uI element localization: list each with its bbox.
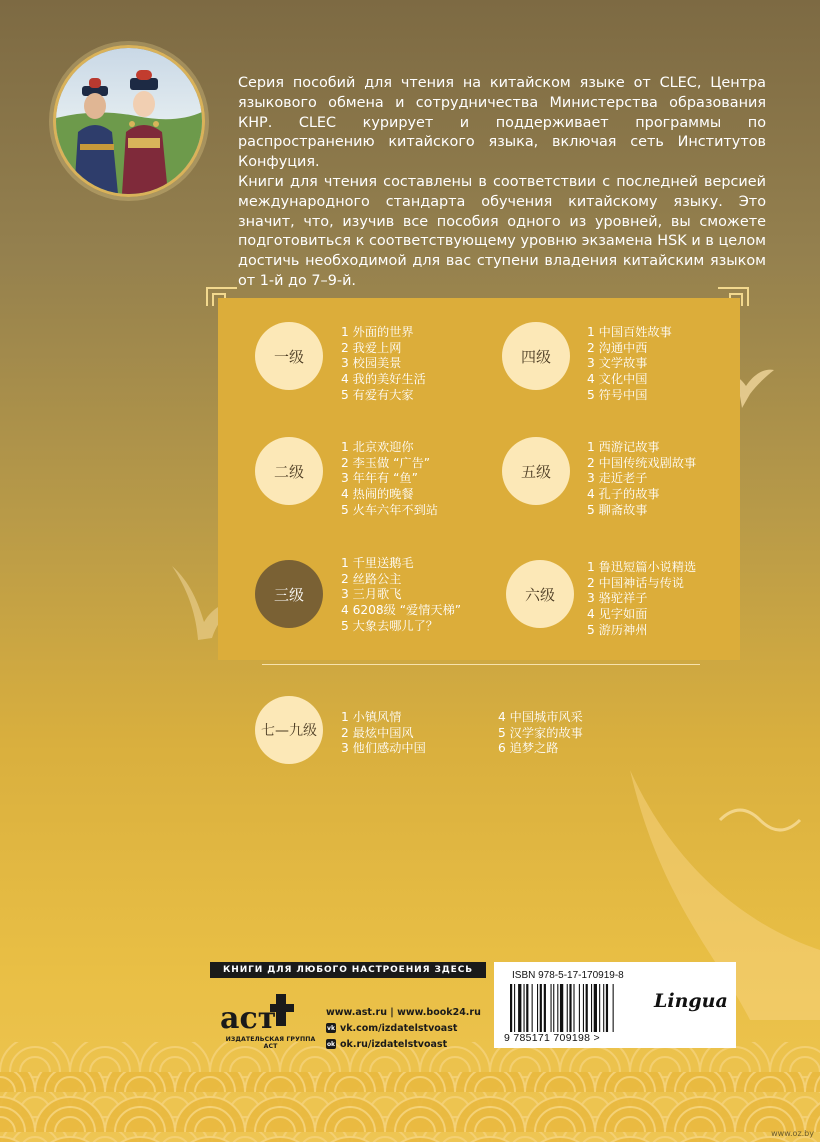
description-paragraph: Книги для чтения составлены в соответствии с последней версией международного стандарта обучения китайскому языку. Это значит, что, изучив все пособия одного из уровней, вы сможете подготовиться к соответствующему уровню экзамена HSK и в целом достичь необходимой для вас ступени владения китайским языком от 1-й до 7–9-й. [238,173,766,289]
book-title: 3 文学故事 [587,356,648,371]
level-badge: 七—九级 [255,696,323,764]
book-title: 5 有爱有大家 [341,387,414,402]
book-title: 5 大象去哪儿了？ [341,618,438,633]
book-title: 4 我的美好生活 [341,372,426,387]
book-title: 5 聊斋故事 [587,502,648,517]
book-title: 5 符号中国 [587,387,648,402]
lingua-logo: Lingua [654,990,728,1012]
book-title: 4 见字如面 [587,607,648,622]
book-title: 3 他们感动中国 [341,741,426,756]
section-divider [262,664,700,665]
publisher-links [326,1005,481,1053]
description-paragraph: Серия пособий для чтения на китайском языке от CLEC, Центра языкового обмена и сотрудничества Министерства образования КНР. CLEC курирует и поддерживает программы по распространению китайского языка, включая сеть Институтов Конфуция. [238,75,766,171]
ok-text: ok.ru/izdatelstvoast [340,1038,448,1050]
book-title: 3 走近老子 [587,471,648,486]
website-text: www.ast.ru | www.book24.ru [326,1006,481,1018]
book-title: 1 小镇风情 [341,710,402,724]
ok-icon: ok [326,1040,336,1048]
couple-photo [53,45,205,197]
level-book-list [587,440,696,519]
book-title: 3 骆驼祥子 [587,591,648,606]
couple-illustration [56,48,202,194]
book-title: 1 鲁迅短篇小说精选 [587,560,697,574]
vk-link[interactable] [326,1021,481,1035]
book-title: 5 游历神州 [587,622,648,637]
barcode-digits: 9 785171 709198 > [504,1032,600,1044]
slogan-banner: КНИГИ ДЛЯ ЛЮБОГО НАСТРОЕНИЯ ЗДЕСЬ [210,962,486,978]
isbn-number: ISBN 978-5-17-170919-8 [512,970,624,981]
book-title: 1 西游记故事 [587,440,660,454]
website-link[interactable] [326,1005,481,1019]
level-book-list [341,440,438,519]
ok-link[interactable] [326,1037,481,1051]
book-title: 4 热闹的晚餐 [341,487,414,502]
vk-text: vk.com/izdatelstvoast [340,1022,458,1034]
ast-logo-text: аст [220,1001,277,1036]
book-title: 4 6208级 “爱情天梯” [341,603,462,618]
series-description [238,74,766,292]
level-book-list [341,556,461,635]
book-title: 1 千里送鹅毛 [341,556,414,570]
book-title: 5 汉学家的故事 [498,725,583,740]
watermark: www.oz.by [771,1129,814,1138]
vk-icon: vk [327,1024,335,1032]
book-title: 3 三月歌飞 [341,587,402,602]
book-title: 4 文化中国 [587,372,648,387]
level-book-list [498,710,583,757]
level-badge: 四级 [502,322,570,390]
level-badge: 一级 [255,322,323,390]
book-title: 3 年年有 “鱼” [341,471,418,486]
book-title: 2 中国传统戏剧故事 [587,455,697,470]
barcode [508,984,644,1032]
book-title: 3 校园美景 [341,356,402,371]
book-title: 1 中国百姓故事 [587,325,672,339]
book-title: 1 外面的世界 [341,325,414,339]
level-book-list [341,710,426,757]
book-title: 1 北京欢迎你 [341,440,414,454]
book-title: 4 孔子的故事 [587,487,660,502]
book-title: 4 中国城市风采 [498,710,583,724]
book-title: 5 火车六年不到站 [341,502,438,517]
book-title: 2 中国神话与传说 [587,575,684,590]
level-book-list [587,325,672,404]
book-title: 2 我爱上网 [341,340,402,355]
book-title: 2 丝路公主 [341,571,402,586]
book-title: 2 李玉做 “广告” [341,455,431,470]
level-badge: 五级 [502,437,570,505]
level-book-list [587,560,696,639]
book-title: 2 最炫中国风 [341,725,414,740]
publisher-name: ИЗДАТЕЛЬСКАЯ ГРУППА АСТ [225,1036,316,1050]
book-title: 6 追梦之路 [498,741,559,756]
level-badge: 六级 [506,560,574,628]
book-title: 2 沟通中西 [587,340,648,355]
level-badge: 二级 [255,437,323,505]
isbn-block [494,962,736,1048]
level-book-list [341,325,426,404]
level-badge-selected: 三级 [255,560,323,628]
